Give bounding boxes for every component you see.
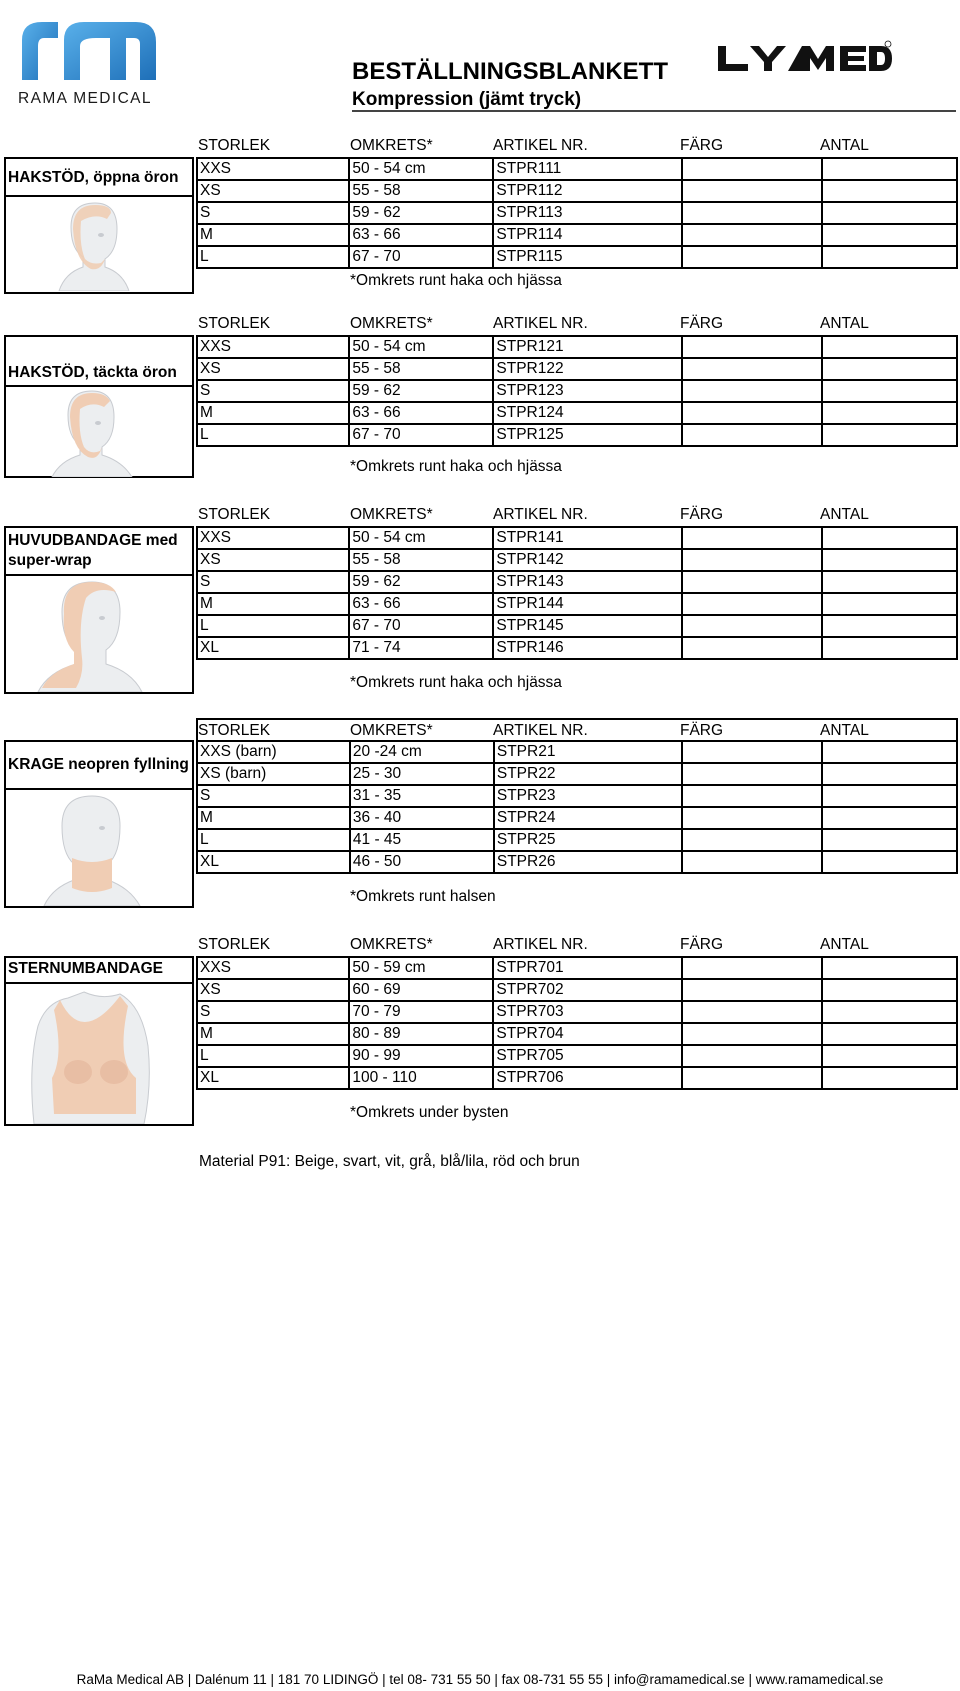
size-cell: L	[197, 829, 350, 851]
article-cell: STPR111	[493, 158, 681, 180]
circumference-cell: 59 - 62	[349, 571, 493, 593]
size-cell: XXS	[197, 527, 349, 549]
quantity-input-cell[interactable]	[822, 741, 957, 763]
color-input-cell[interactable]	[682, 424, 822, 446]
product-name: HAKSTÖD, öppna öron	[8, 169, 179, 186]
divider	[6, 982, 192, 984]
size-cell: XS	[197, 180, 349, 202]
col-omkrets: OMKRETS*	[350, 722, 433, 739]
size-table	[196, 335, 958, 447]
quantity-input-cell[interactable]	[822, 180, 957, 202]
col-farg: FÄRG	[680, 722, 724, 739]
article-cell: STPR701	[493, 957, 681, 979]
product-name-line2: super-wrap	[8, 552, 92, 569]
color-input-cell[interactable]	[682, 851, 822, 873]
col-storlek: STORLEK	[198, 137, 271, 154]
size-cell: XL	[197, 1067, 349, 1089]
size-cell: XS	[197, 358, 349, 380]
col-antal: ANTAL	[820, 722, 869, 739]
size-cell: S	[197, 202, 349, 224]
circumference-cell: 46 - 50	[350, 851, 494, 873]
quantity-input-cell[interactable]	[822, 785, 957, 807]
col-omkrets: OMKRETS*	[350, 315, 433, 332]
size-cell: S	[197, 380, 349, 402]
col-antal: ANTAL	[820, 315, 869, 332]
table-row	[197, 424, 957, 446]
article-cell: STPR124	[493, 402, 681, 424]
circumference-cell: 55 - 58	[349, 549, 493, 571]
color-input-cell[interactable]	[682, 180, 822, 202]
article-cell: STPR702	[493, 979, 681, 1001]
divider	[6, 788, 192, 790]
circumference-note: *Omkrets runt haka och hjässa	[350, 272, 562, 289]
quantity-input-cell[interactable]	[822, 246, 957, 268]
size-cell: XXS	[197, 957, 349, 979]
material-note: Material P91: Beige, svart, vit, grå, blå/lila, röd och brun	[199, 1153, 580, 1170]
color-input-cell[interactable]	[682, 202, 822, 224]
table-row	[197, 336, 957, 358]
circumference-note: *Omkrets runt haka och hjässa	[350, 458, 562, 475]
color-input-cell[interactable]	[682, 957, 822, 979]
color-input-cell[interactable]	[682, 527, 822, 549]
size-cell: XXS (barn)	[197, 741, 350, 763]
color-input-cell[interactable]	[682, 615, 822, 637]
size-cell: S	[197, 571, 349, 593]
circumference-cell: 50 - 59 cm	[349, 957, 493, 979]
size-cell: M	[197, 224, 349, 246]
table-row	[197, 1023, 957, 1045]
size-cell: S	[197, 785, 350, 807]
quantity-input-cell[interactable]	[822, 571, 957, 593]
quantity-input-cell[interactable]	[822, 1067, 957, 1089]
color-input-cell[interactable]	[682, 741, 822, 763]
table-row	[197, 807, 957, 829]
col-omkrets: OMKRETS*	[350, 137, 433, 154]
circumference-cell: 67 - 70	[349, 424, 493, 446]
circumference-cell: 20 -24 cm	[350, 741, 494, 763]
article-cell: STPR21	[494, 741, 682, 763]
product-name-box	[4, 526, 194, 694]
article-cell: STPR144	[493, 593, 681, 615]
product-name-box	[4, 956, 194, 1126]
col-storlek: STORLEK	[198, 936, 271, 953]
quantity-input-cell[interactable]	[822, 1045, 957, 1067]
table-row	[197, 1001, 957, 1023]
size-table	[196, 740, 958, 874]
circumference-cell: 80 - 89	[349, 1023, 493, 1045]
article-cell: STPR23	[494, 785, 682, 807]
quantity-input-cell[interactable]	[822, 549, 957, 571]
color-input-cell[interactable]	[682, 158, 822, 180]
size-cell: XXS	[197, 158, 349, 180]
quantity-input-cell[interactable]	[822, 1023, 957, 1045]
quantity-input-cell[interactable]	[822, 336, 957, 358]
quantity-input-cell[interactable]	[822, 202, 957, 224]
circumference-cell: 100 - 110	[349, 1067, 493, 1089]
size-table	[196, 956, 958, 1090]
quantity-input-cell[interactable]	[822, 615, 957, 637]
col-storlek: STORLEK	[198, 506, 271, 523]
article-cell: STPR125	[493, 424, 681, 446]
circumference-cell: 50 - 54 cm	[349, 527, 493, 549]
quantity-input-cell[interactable]	[822, 402, 957, 424]
table-row	[197, 527, 957, 549]
table-row	[197, 180, 957, 202]
article-cell: STPR703	[493, 1001, 681, 1023]
col-artikel: ARTIKEL NR.	[493, 315, 588, 332]
lymed-logo	[716, 40, 894, 76]
circumference-cell: 63 - 66	[349, 593, 493, 615]
color-input-cell[interactable]	[682, 246, 822, 268]
article-cell: STPR22	[494, 763, 682, 785]
size-cell: XS	[197, 979, 349, 1001]
quantity-input-cell[interactable]	[822, 358, 957, 380]
product-name: STERNUMBANDAGE	[8, 960, 163, 977]
circumference-cell: 63 - 66	[349, 402, 493, 424]
color-input-cell[interactable]	[682, 358, 822, 380]
table-row	[197, 1045, 957, 1067]
col-antal: ANTAL	[820, 137, 869, 154]
divider	[6, 195, 192, 197]
circumference-cell: 36 - 40	[350, 807, 494, 829]
size-cell: L	[197, 424, 349, 446]
circumference-cell: 41 - 45	[350, 829, 494, 851]
table-row	[197, 358, 957, 380]
article-cell: STPR121	[493, 336, 681, 358]
product-name-box	[4, 740, 194, 908]
article-cell: STPR25	[494, 829, 682, 851]
divider	[6, 574, 192, 576]
product-image-chin-strap-open	[51, 199, 131, 291]
size-cell: XS	[197, 549, 349, 571]
quantity-input-cell[interactable]	[822, 763, 957, 785]
quantity-input-cell[interactable]	[822, 957, 957, 979]
page-title: BESTÄLLNINGSBLANKETT	[352, 58, 668, 85]
color-input-cell[interactable]	[682, 380, 822, 402]
col-storlek: STORLEK	[198, 315, 271, 332]
article-cell: STPR114	[493, 224, 681, 246]
circumference-cell: 55 - 58	[349, 358, 493, 380]
color-input-cell[interactable]	[682, 1023, 822, 1045]
circumference-note: *Omkrets runt haka och hjässa	[350, 674, 562, 691]
color-input-cell[interactable]	[682, 336, 822, 358]
table-row	[197, 246, 957, 268]
article-cell: STPR26	[494, 851, 682, 873]
quantity-input-cell[interactable]	[822, 1001, 957, 1023]
table-row	[197, 202, 957, 224]
size-cell: XXS	[197, 336, 349, 358]
rama-medical-logo	[18, 18, 160, 82]
col-farg: FÄRG	[680, 137, 724, 154]
table-row	[197, 593, 957, 615]
circumference-cell: 59 - 62	[349, 380, 493, 402]
circumference-cell: 50 - 54 cm	[349, 158, 493, 180]
color-input-cell[interactable]	[682, 571, 822, 593]
article-cell: STPR113	[493, 202, 681, 224]
size-table	[196, 526, 958, 660]
company-name: RAMA MEDICAL	[18, 90, 152, 107]
article-cell: STPR141	[493, 527, 681, 549]
color-input-cell[interactable]	[682, 829, 822, 851]
header-rule	[352, 110, 956, 112]
product-name-box	[4, 157, 194, 294]
product-image-chin-strap-covered	[48, 389, 134, 477]
size-cell: S	[197, 1001, 349, 1023]
article-cell: STPR24	[494, 807, 682, 829]
table-row	[197, 158, 957, 180]
table-row	[197, 637, 957, 659]
color-input-cell[interactable]	[682, 979, 822, 1001]
circumference-cell: 31 - 35	[350, 785, 494, 807]
col-antal: ANTAL	[820, 506, 869, 523]
col-farg: FÄRG	[680, 506, 724, 523]
color-input-cell[interactable]	[682, 402, 822, 424]
circumference-cell: 63 - 66	[349, 224, 493, 246]
article-cell: STPR146	[493, 637, 681, 659]
table-row	[197, 402, 957, 424]
size-cell: M	[197, 1023, 349, 1045]
color-input-cell[interactable]	[682, 763, 822, 785]
circumference-cell: 71 - 74	[349, 637, 493, 659]
article-cell: STPR123	[493, 380, 681, 402]
circumference-cell: 55 - 58	[349, 180, 493, 202]
divider	[6, 385, 192, 387]
circumference-cell: 60 - 69	[349, 979, 493, 1001]
table-row	[197, 1067, 957, 1089]
article-cell: STPR115	[493, 246, 681, 268]
table-row	[197, 571, 957, 593]
col-antal: ANTAL	[820, 936, 869, 953]
size-cell: L	[197, 615, 349, 637]
circumference-cell: 90 - 99	[349, 1045, 493, 1067]
product-name: HUVUDBANDAGE med	[8, 532, 178, 549]
table-row	[197, 615, 957, 637]
size-cell: XL	[197, 637, 349, 659]
article-cell: STPR145	[493, 615, 681, 637]
article-cell: STPR705	[493, 1045, 681, 1067]
article-cell: STPR706	[493, 1067, 681, 1089]
col-artikel: ARTIKEL NR.	[493, 137, 588, 154]
page-subtitle: Kompression (jämt tryck)	[352, 89, 582, 110]
quantity-input-cell[interactable]	[822, 829, 957, 851]
col-omkrets: OMKRETS*	[350, 506, 433, 523]
table-row	[197, 785, 957, 807]
size-cell: M	[197, 807, 350, 829]
article-cell: STPR704	[493, 1023, 681, 1045]
col-artikel: ARTIKEL NR.	[493, 936, 588, 953]
article-cell: STPR112	[493, 180, 681, 202]
article-cell: STPR142	[493, 549, 681, 571]
size-table	[196, 157, 958, 269]
product-name-box	[4, 335, 194, 478]
quantity-input-cell[interactable]	[822, 979, 957, 1001]
table-row	[197, 829, 957, 851]
article-cell: STPR143	[493, 571, 681, 593]
circumference-note: *Omkrets under bysten	[350, 1104, 509, 1121]
color-input-cell[interactable]	[682, 593, 822, 615]
product-name: HAKSTÖD, täckta öron	[8, 364, 177, 381]
product-image-sternum-bandage	[24, 986, 154, 1124]
table-row	[197, 851, 957, 873]
color-input-cell[interactable]	[682, 1001, 822, 1023]
circumference-cell: 67 - 70	[349, 615, 493, 637]
color-input-cell[interactable]	[682, 549, 822, 571]
table-row	[197, 763, 957, 785]
footer-contact: RaMa Medical AB | Dalénum 11 | 181 70 LIDINGÖ | tel 08- 731 55 50 | fax 08-731 55 55 | info@ramamedical.se | www.ramamedical.se	[76, 1672, 884, 1687]
table-row	[197, 979, 957, 1001]
table-row	[197, 380, 957, 402]
quantity-input-cell[interactable]	[822, 380, 957, 402]
size-cell: XS (barn)	[197, 763, 350, 785]
article-cell: STPR122	[493, 358, 681, 380]
circumference-cell: 67 - 70	[349, 246, 493, 268]
size-cell: L	[197, 246, 349, 268]
size-cell: L	[197, 1045, 349, 1067]
color-input-cell[interactable]	[682, 1045, 822, 1067]
product-image-neoprene-collar	[42, 792, 142, 906]
quantity-input-cell[interactable]	[822, 593, 957, 615]
quantity-input-cell[interactable]	[822, 637, 957, 659]
circumference-cell: 25 - 30	[350, 763, 494, 785]
quantity-input-cell[interactable]	[822, 527, 957, 549]
col-storlek: STORLEK	[198, 722, 271, 739]
col-artikel: ARTIKEL NR.	[493, 722, 588, 739]
table-row	[197, 957, 957, 979]
quantity-input-cell[interactable]	[822, 224, 957, 246]
circumference-cell: 70 - 79	[349, 1001, 493, 1023]
col-farg: FÄRG	[680, 315, 724, 332]
size-cell: XL	[197, 851, 350, 873]
circumference-cell: 59 - 62	[349, 202, 493, 224]
quantity-input-cell[interactable]	[822, 807, 957, 829]
col-farg: FÄRG	[680, 936, 724, 953]
col-omkrets: OMKRETS*	[350, 936, 433, 953]
color-input-cell[interactable]	[682, 785, 822, 807]
col-artikel: ARTIKEL NR.	[493, 506, 588, 523]
quantity-input-cell[interactable]	[822, 851, 957, 873]
circumference-cell: 50 - 54 cm	[349, 336, 493, 358]
size-cell: M	[197, 593, 349, 615]
size-cell: M	[197, 402, 349, 424]
quantity-input-cell[interactable]	[822, 158, 957, 180]
circumference-note: *Omkrets runt halsen	[350, 888, 496, 905]
product-image-head-bandage	[36, 578, 146, 692]
color-input-cell[interactable]	[682, 1067, 822, 1089]
table-row	[197, 224, 957, 246]
quantity-input-cell[interactable]	[822, 424, 957, 446]
color-input-cell[interactable]	[682, 807, 822, 829]
table-row	[197, 741, 957, 763]
product-name: KRAGE neopren fyllning	[8, 756, 189, 773]
color-input-cell[interactable]	[682, 224, 822, 246]
table-row	[197, 549, 957, 571]
color-input-cell[interactable]	[682, 637, 822, 659]
